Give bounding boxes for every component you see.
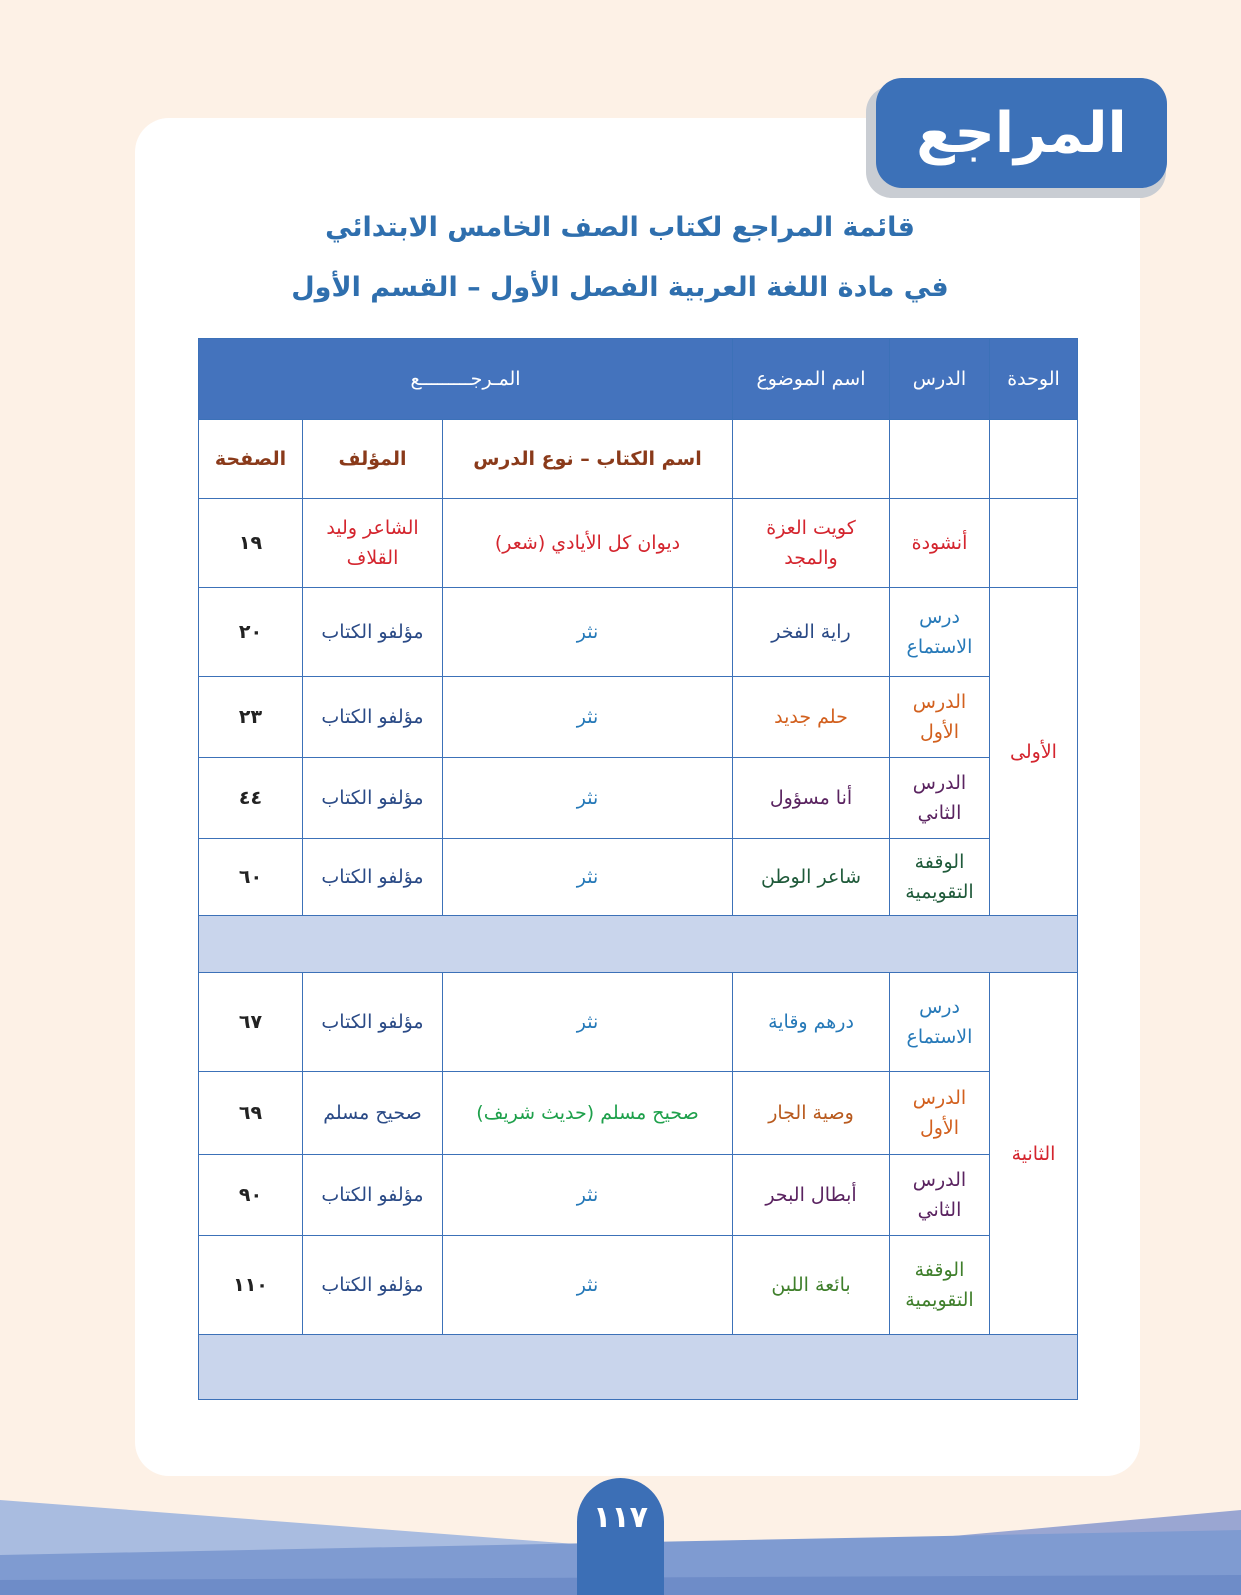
book-cell: نثر	[443, 1236, 733, 1335]
references-table	[198, 338, 1078, 1400]
author-cell: مؤلفو الكتاب	[303, 758, 443, 839]
book-cell: ديوان كل الأيادي (شعر)	[443, 499, 733, 588]
topic-cell: شاعر الوطن	[733, 839, 890, 916]
empty-cell	[733, 420, 890, 499]
header-row	[199, 339, 1078, 420]
unit-cell-second: الثانية	[990, 973, 1078, 1335]
topic-cell: حلم جديد	[733, 677, 890, 758]
lesson-cell: الدرس الأول	[890, 1072, 990, 1155]
author-cell: مؤلفو الكتاب	[303, 677, 443, 758]
page-cell: ٩٠	[199, 1155, 303, 1236]
author-cell: صحيح مسلم	[303, 1072, 443, 1155]
author-cell: مؤلفو الكتاب	[303, 588, 443, 677]
separator-row	[199, 1335, 1078, 1400]
table-row	[199, 1236, 1078, 1335]
empty-cell	[990, 420, 1078, 499]
page-cell: ١٩	[199, 499, 303, 588]
lesson-cell: الدرس الثاني	[890, 758, 990, 839]
table-row	[199, 973, 1078, 1072]
header-unit: الوحدة	[990, 339, 1078, 420]
table-row	[199, 839, 1078, 916]
table-row	[199, 499, 1078, 588]
unit-cell-first: الأولى	[990, 588, 1078, 916]
header-lesson: الدرس	[890, 339, 990, 420]
page-cell: ٦٧	[199, 973, 303, 1072]
subtitle-line-1: قائمة المراجع لكتاب الصف الخامس الابتدائي	[325, 212, 915, 243]
book-cell: نثر	[443, 588, 733, 677]
book-cell: نثر	[443, 758, 733, 839]
empty-cell	[890, 420, 990, 499]
topic-cell: بائعة اللبن	[733, 1236, 890, 1335]
subheader-author: المؤلف	[303, 420, 443, 499]
topic-cell: راية الفخر	[733, 588, 890, 677]
table-row	[199, 588, 1078, 677]
author-cell: الشاعر وليد القلاف	[303, 499, 443, 588]
table-row	[199, 1072, 1078, 1155]
book-cell: نثر	[443, 973, 733, 1072]
topic-cell: أبطال البحر	[733, 1155, 890, 1236]
page-cell: ٢٠	[199, 588, 303, 677]
lesson-cell: الدرس الأول	[890, 677, 990, 758]
page-title: المراجع	[876, 78, 1167, 188]
subheader-book: اسم الكتاب – نوع الدرس	[443, 420, 733, 499]
table-row	[199, 677, 1078, 758]
subtitle-line-2: في مادة اللغة العربية الفصل الأول – القسم الأول	[291, 272, 949, 303]
topic-cell: أنا مسؤول	[733, 758, 890, 839]
empty-cell	[990, 499, 1078, 588]
subheader-row	[199, 420, 1078, 499]
lesson-cell: الوقفة التقويمية	[890, 1236, 990, 1335]
page-cell: ١١٠	[199, 1236, 303, 1335]
lesson-cell: أنشودة	[890, 499, 990, 588]
author-cell: مؤلفو الكتاب	[303, 973, 443, 1072]
page-cell: ٢٣	[199, 677, 303, 758]
author-cell: مؤلفو الكتاب	[303, 1155, 443, 1236]
author-cell: مؤلفو الكتاب	[303, 839, 443, 916]
lesson-cell: درس الاستماع	[890, 973, 990, 1072]
subheader-page: الصفحة	[199, 420, 303, 499]
topic-cell: درهم وقاية	[733, 973, 890, 1072]
page-number: ١١٧	[577, 1478, 664, 1595]
page-cell: ٦٠	[199, 839, 303, 916]
table-row	[199, 758, 1078, 839]
author-cell: مؤلفو الكتاب	[303, 1236, 443, 1335]
header-reference: المـرجـــــــــع	[199, 339, 733, 420]
book-cell: صحيح مسلم (حديث شريف)	[443, 1072, 733, 1155]
topic-cell: كويت العزة والمجد	[733, 499, 890, 588]
lesson-cell: الدرس الثاني	[890, 1155, 990, 1236]
lesson-cell: الوقفة التقويمية	[890, 839, 990, 916]
lesson-cell: درس الاستماع	[890, 588, 990, 677]
page-cell: ٤٤	[199, 758, 303, 839]
topic-cell: وصية الجار	[733, 1072, 890, 1155]
separator-row	[199, 916, 1078, 973]
book-cell: نثر	[443, 677, 733, 758]
table-row	[199, 1155, 1078, 1236]
page-cell: ٦٩	[199, 1072, 303, 1155]
book-cell: نثر	[443, 839, 733, 916]
book-cell: نثر	[443, 1155, 733, 1236]
header-topic: اسم الموضوع	[733, 339, 890, 420]
